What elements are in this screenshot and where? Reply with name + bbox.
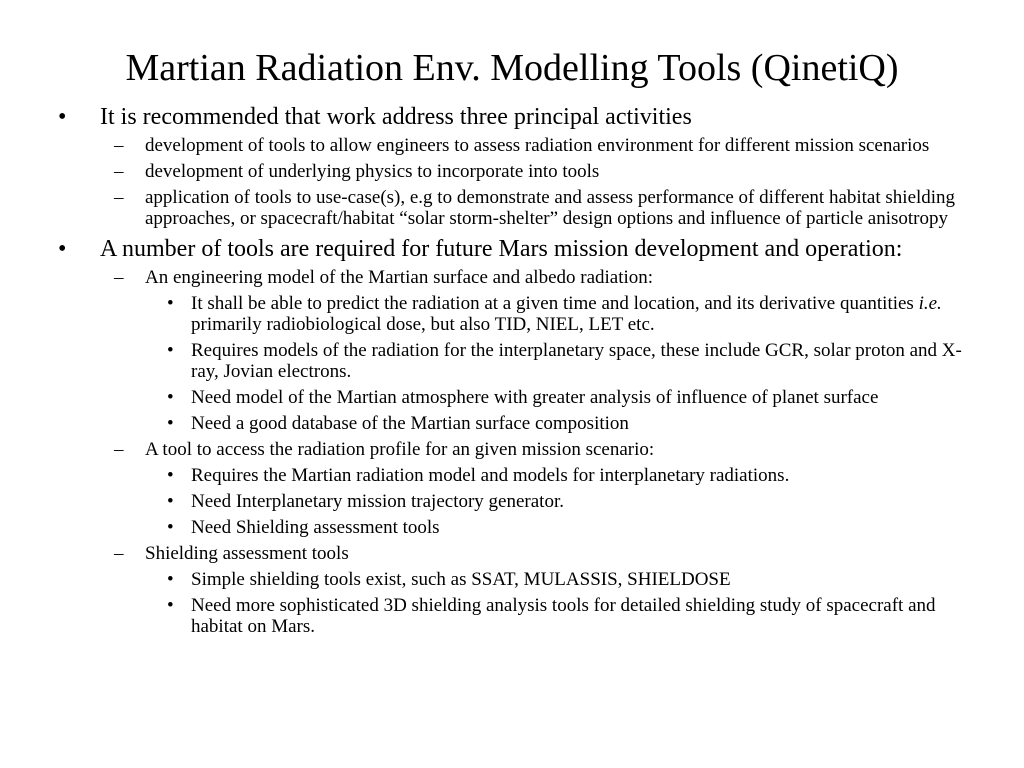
bullet-level3 <box>0 387 1024 408</box>
bullet-level3 <box>0 569 1024 590</box>
bullet-marker: • <box>167 293 174 314</box>
dash-marker: – <box>114 161 124 182</box>
bullet-text: development of underlying physics to incorporate into tools <box>145 161 600 182</box>
bullet-level3 <box>0 340 1024 382</box>
dash-marker: – <box>114 267 124 288</box>
bullet-marker: • <box>167 465 174 486</box>
dash-marker: – <box>114 135 124 156</box>
dash-marker: – <box>114 187 124 208</box>
bullet-level2 <box>0 439 1024 460</box>
bullet-marker: • <box>167 595 174 616</box>
bullet-marker: • <box>167 569 174 590</box>
bullet-marker: • <box>167 340 174 361</box>
bullet-marker: • <box>167 387 174 408</box>
text-segment: It shall be able to predict the radiation at a given time and location, and its derivative quantities <box>191 293 919 314</box>
bullet-level2 <box>0 135 1024 156</box>
dash-marker: – <box>114 543 124 564</box>
text-segment: primarily radiobiological dose, but also TID, NIEL, LET etc. <box>191 314 655 335</box>
bullet-level3 <box>0 595 1024 637</box>
bullet-text: Simple shielding tools exist, such as SSAT, MULASSIS, SHIELDOSE <box>191 569 731 590</box>
slide-content <box>0 104 1024 637</box>
bullet-marker: • <box>167 517 174 538</box>
slide-title: Martian Radiation Env. Modelling Tools (QinetiQ) <box>125 47 899 89</box>
bullet-level3 <box>0 293 1024 335</box>
bullet-text: application of tools to use-case(s), e.g to demonstrate and assess performance of different habitat shielding approaches, or spacecraft/habitat “solar storm-shelter” design options and influence of particle anisotropy <box>145 187 956 229</box>
bullet-level3 <box>0 517 1024 538</box>
bullet-level2 <box>0 543 1024 564</box>
bullet-text: Need more sophisticated 3D shielding analysis tools for detailed shielding study of spacecraft and habitat on Mars. <box>191 595 936 637</box>
bullet-text: Need a good database of the Martian surface composition <box>191 413 629 434</box>
bullet-level2 <box>0 267 1024 288</box>
bullet-level2 <box>0 187 1024 229</box>
bullet-text: A tool to access the radiation profile for an given mission scenario: <box>145 439 655 460</box>
emphasis-text: i.e. <box>918 293 942 314</box>
bullet-level1 <box>0 236 1024 262</box>
dash-marker: – <box>114 439 124 460</box>
bullet-level3 <box>0 465 1024 486</box>
bullet-text: An engineering model of the Martian surface and albedo radiation: <box>145 267 654 288</box>
bullet-text: Requires the Martian radiation model and models for interplanetary radiations. <box>191 465 790 486</box>
bullet-text: It is recommended that work address three principal activities <box>100 104 692 130</box>
bullet-marker: • <box>58 236 67 262</box>
bullet-text: Requires models of the radiation for the interplanetary space, these include GCR, solar proton and X-ray, Jovian electrons. <box>191 340 962 382</box>
bullet-level3 <box>0 413 1024 434</box>
bullet-marker: • <box>167 491 174 512</box>
bullet-marker: • <box>58 104 67 130</box>
bullet-level1 <box>0 104 1024 130</box>
bullet-text: Need Interplanetary mission trajectory generator. <box>191 491 564 512</box>
bullet-text: development of tools to allow engineers to assess radiation environment for different mission scenarios <box>145 135 930 156</box>
bullet-text: Need model of the Martian atmosphere with greater analysis of influence of planet surface <box>191 387 879 408</box>
bullet-text <box>191 293 942 335</box>
bullet-level2 <box>0 161 1024 182</box>
bullet-marker: • <box>167 413 174 434</box>
bullet-text: Need Shielding assessment tools <box>191 517 440 538</box>
bullet-text: Shielding assessment tools <box>145 543 349 564</box>
bullet-level3 <box>0 491 1024 512</box>
bullet-text: A number of tools are required for future Mars mission development and operation: <box>100 236 903 262</box>
